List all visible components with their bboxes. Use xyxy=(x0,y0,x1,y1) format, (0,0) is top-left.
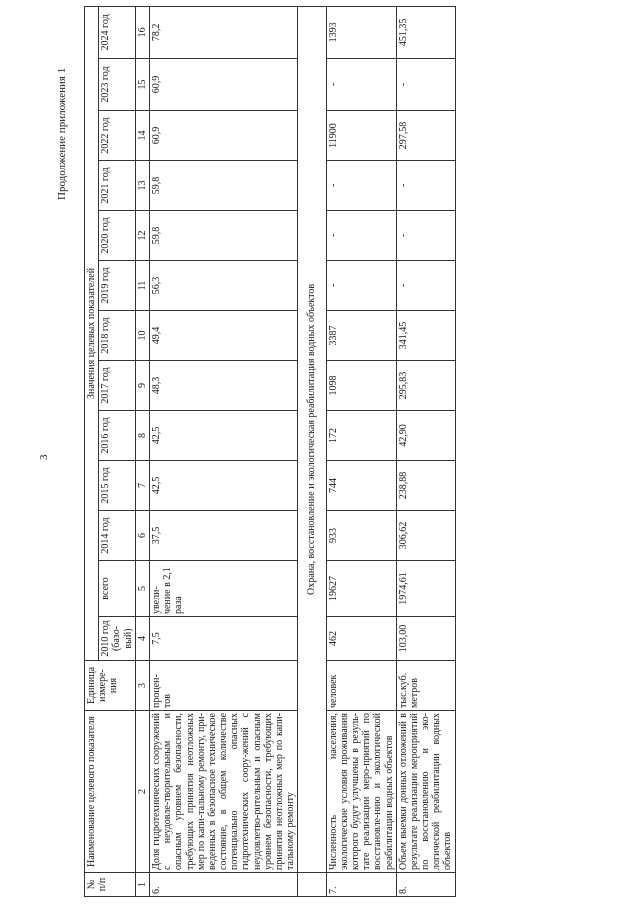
year-value: 42,5 xyxy=(149,411,297,461)
col-number: 2 xyxy=(135,711,149,873)
indicator-unit: человек xyxy=(326,661,396,711)
header-year: 2020 год xyxy=(99,211,136,261)
year-value: 172 xyxy=(326,411,396,461)
col-number: 5 xyxy=(135,561,149,617)
section-title: Охрана, восстановление и экологическая реабилитация водных объектов xyxy=(298,6,326,872)
row-number: 6. xyxy=(149,873,297,897)
indicator-unit: процен-тов xyxy=(149,661,297,711)
year-value: 933 xyxy=(326,511,396,561)
year-value: - xyxy=(396,211,455,261)
header-year: 2021 год xyxy=(99,161,136,211)
row-number: 7. xyxy=(326,873,396,897)
col-number: 16 xyxy=(135,6,149,58)
year-value: - xyxy=(396,161,455,211)
header-year: 2016 год xyxy=(99,411,136,461)
page-number: 3 xyxy=(38,454,50,460)
header-num: № п/п xyxy=(85,873,136,897)
year-value: 42,5 xyxy=(149,461,297,511)
indicator-unit: тыс.куб. метров xyxy=(396,661,455,711)
header-year: 2023 год xyxy=(99,59,136,111)
year-value: 59,8 xyxy=(149,211,297,261)
col-number: 13 xyxy=(135,161,149,211)
table-row xyxy=(326,6,396,896)
year-value: 341,45 xyxy=(396,311,455,361)
year-value: 59,8 xyxy=(149,161,297,211)
header-year: 2018 год xyxy=(99,311,136,361)
base-value: 462 xyxy=(326,617,396,661)
year-value: - xyxy=(326,59,396,111)
base-value: 103,00 xyxy=(396,617,455,661)
table-row xyxy=(396,6,455,896)
section-row xyxy=(298,6,326,896)
year-value: 295,83 xyxy=(396,361,455,411)
header-year: 2014 год xyxy=(99,511,136,561)
col-number: 6 xyxy=(135,511,149,561)
header-total: всего xyxy=(99,561,136,617)
year-value: 238,88 xyxy=(396,461,455,511)
year-value: 744 xyxy=(326,461,396,511)
continuation-label: Продолжение приложения 1 xyxy=(56,67,68,200)
total-value: 19627 xyxy=(326,561,396,617)
column-number-row xyxy=(135,6,149,896)
header-year: 2019 год xyxy=(99,261,136,311)
col-number: 1 xyxy=(135,873,149,897)
header-year: 2015 год xyxy=(99,461,136,511)
header-name: Наименование целевого показателя xyxy=(85,711,136,873)
col-number: 9 xyxy=(135,361,149,411)
col-number: 10 xyxy=(135,311,149,361)
table-row xyxy=(149,6,297,896)
year-value: 42,90 xyxy=(396,411,455,461)
base-value: 7,5 xyxy=(149,617,297,661)
year-value: - xyxy=(326,161,396,211)
total-value: увели-чение в 2,1 раза xyxy=(149,561,297,617)
header-values-group: Значения целевых показателей xyxy=(85,6,99,660)
total-value: 1974,61 xyxy=(396,561,455,617)
year-value: 56,3 xyxy=(149,261,297,311)
indicator-name: Объем выемки донных отложений в результате реализации мероприятий по восстановлению и эко-логической реабилитации водных объектов xyxy=(396,711,455,873)
indicators-table xyxy=(84,6,456,897)
col-number: 11 xyxy=(135,261,149,311)
header-year: 2022 год xyxy=(99,111,136,161)
col-number: 8 xyxy=(135,411,149,461)
row-number: 8. xyxy=(396,873,455,897)
year-value: 78,2 xyxy=(149,6,297,58)
year-value: - xyxy=(326,261,396,311)
year-value: 49,4 xyxy=(149,311,297,361)
year-value: - xyxy=(396,59,455,111)
year-value: 1098 xyxy=(326,361,396,411)
header-base: 2010 год (базо-вый) xyxy=(99,617,136,661)
header-row-1 xyxy=(85,6,99,896)
year-value: - xyxy=(396,261,455,311)
year-value: 11900 xyxy=(326,111,396,161)
col-number: 4 xyxy=(135,617,149,661)
col-number: 15 xyxy=(135,59,149,111)
year-value: 60,9 xyxy=(149,111,297,161)
col-number: 3 xyxy=(135,661,149,711)
col-number: 12 xyxy=(135,211,149,261)
indicator-name: Доля гидротехнических сооружений с неудовле-творительным и опасным уровнем безопасности, требующих принятия неотложных мер по капи-тальному ремонту, при-веденных в безопасное техническое состояние, в общем количестве потенциально опасных гидротехнических соору-жений с неудовлетво-рительным и опасным уровнем безопасности, требующих принятия неотложных мер по капи-тальному ремонту xyxy=(149,711,297,873)
header-unit: Единица измере-ния xyxy=(85,661,136,711)
year-value: 1393 xyxy=(326,6,396,58)
header-year: 2017 год xyxy=(99,361,136,411)
year-value: 37,5 xyxy=(149,511,297,561)
year-value: 306,62 xyxy=(396,511,455,561)
indicator-name: Численность населения, экологические условия проживания которого будут улучшены в резуль-тате реализации меро-приятий по восстановле-нию и экологической реабилитации водных объектов xyxy=(326,711,396,873)
year-value: 451,35 xyxy=(396,6,455,58)
year-value: 48,3 xyxy=(149,361,297,411)
year-value: 3387 xyxy=(326,311,396,361)
year-value: 60,9 xyxy=(149,59,297,111)
header-year: 2024 год xyxy=(99,6,136,58)
year-value: - xyxy=(326,211,396,261)
col-number: 14 xyxy=(135,111,149,161)
section-spacer xyxy=(298,873,326,897)
year-value: 297,58 xyxy=(396,111,455,161)
col-number: 7 xyxy=(135,461,149,511)
